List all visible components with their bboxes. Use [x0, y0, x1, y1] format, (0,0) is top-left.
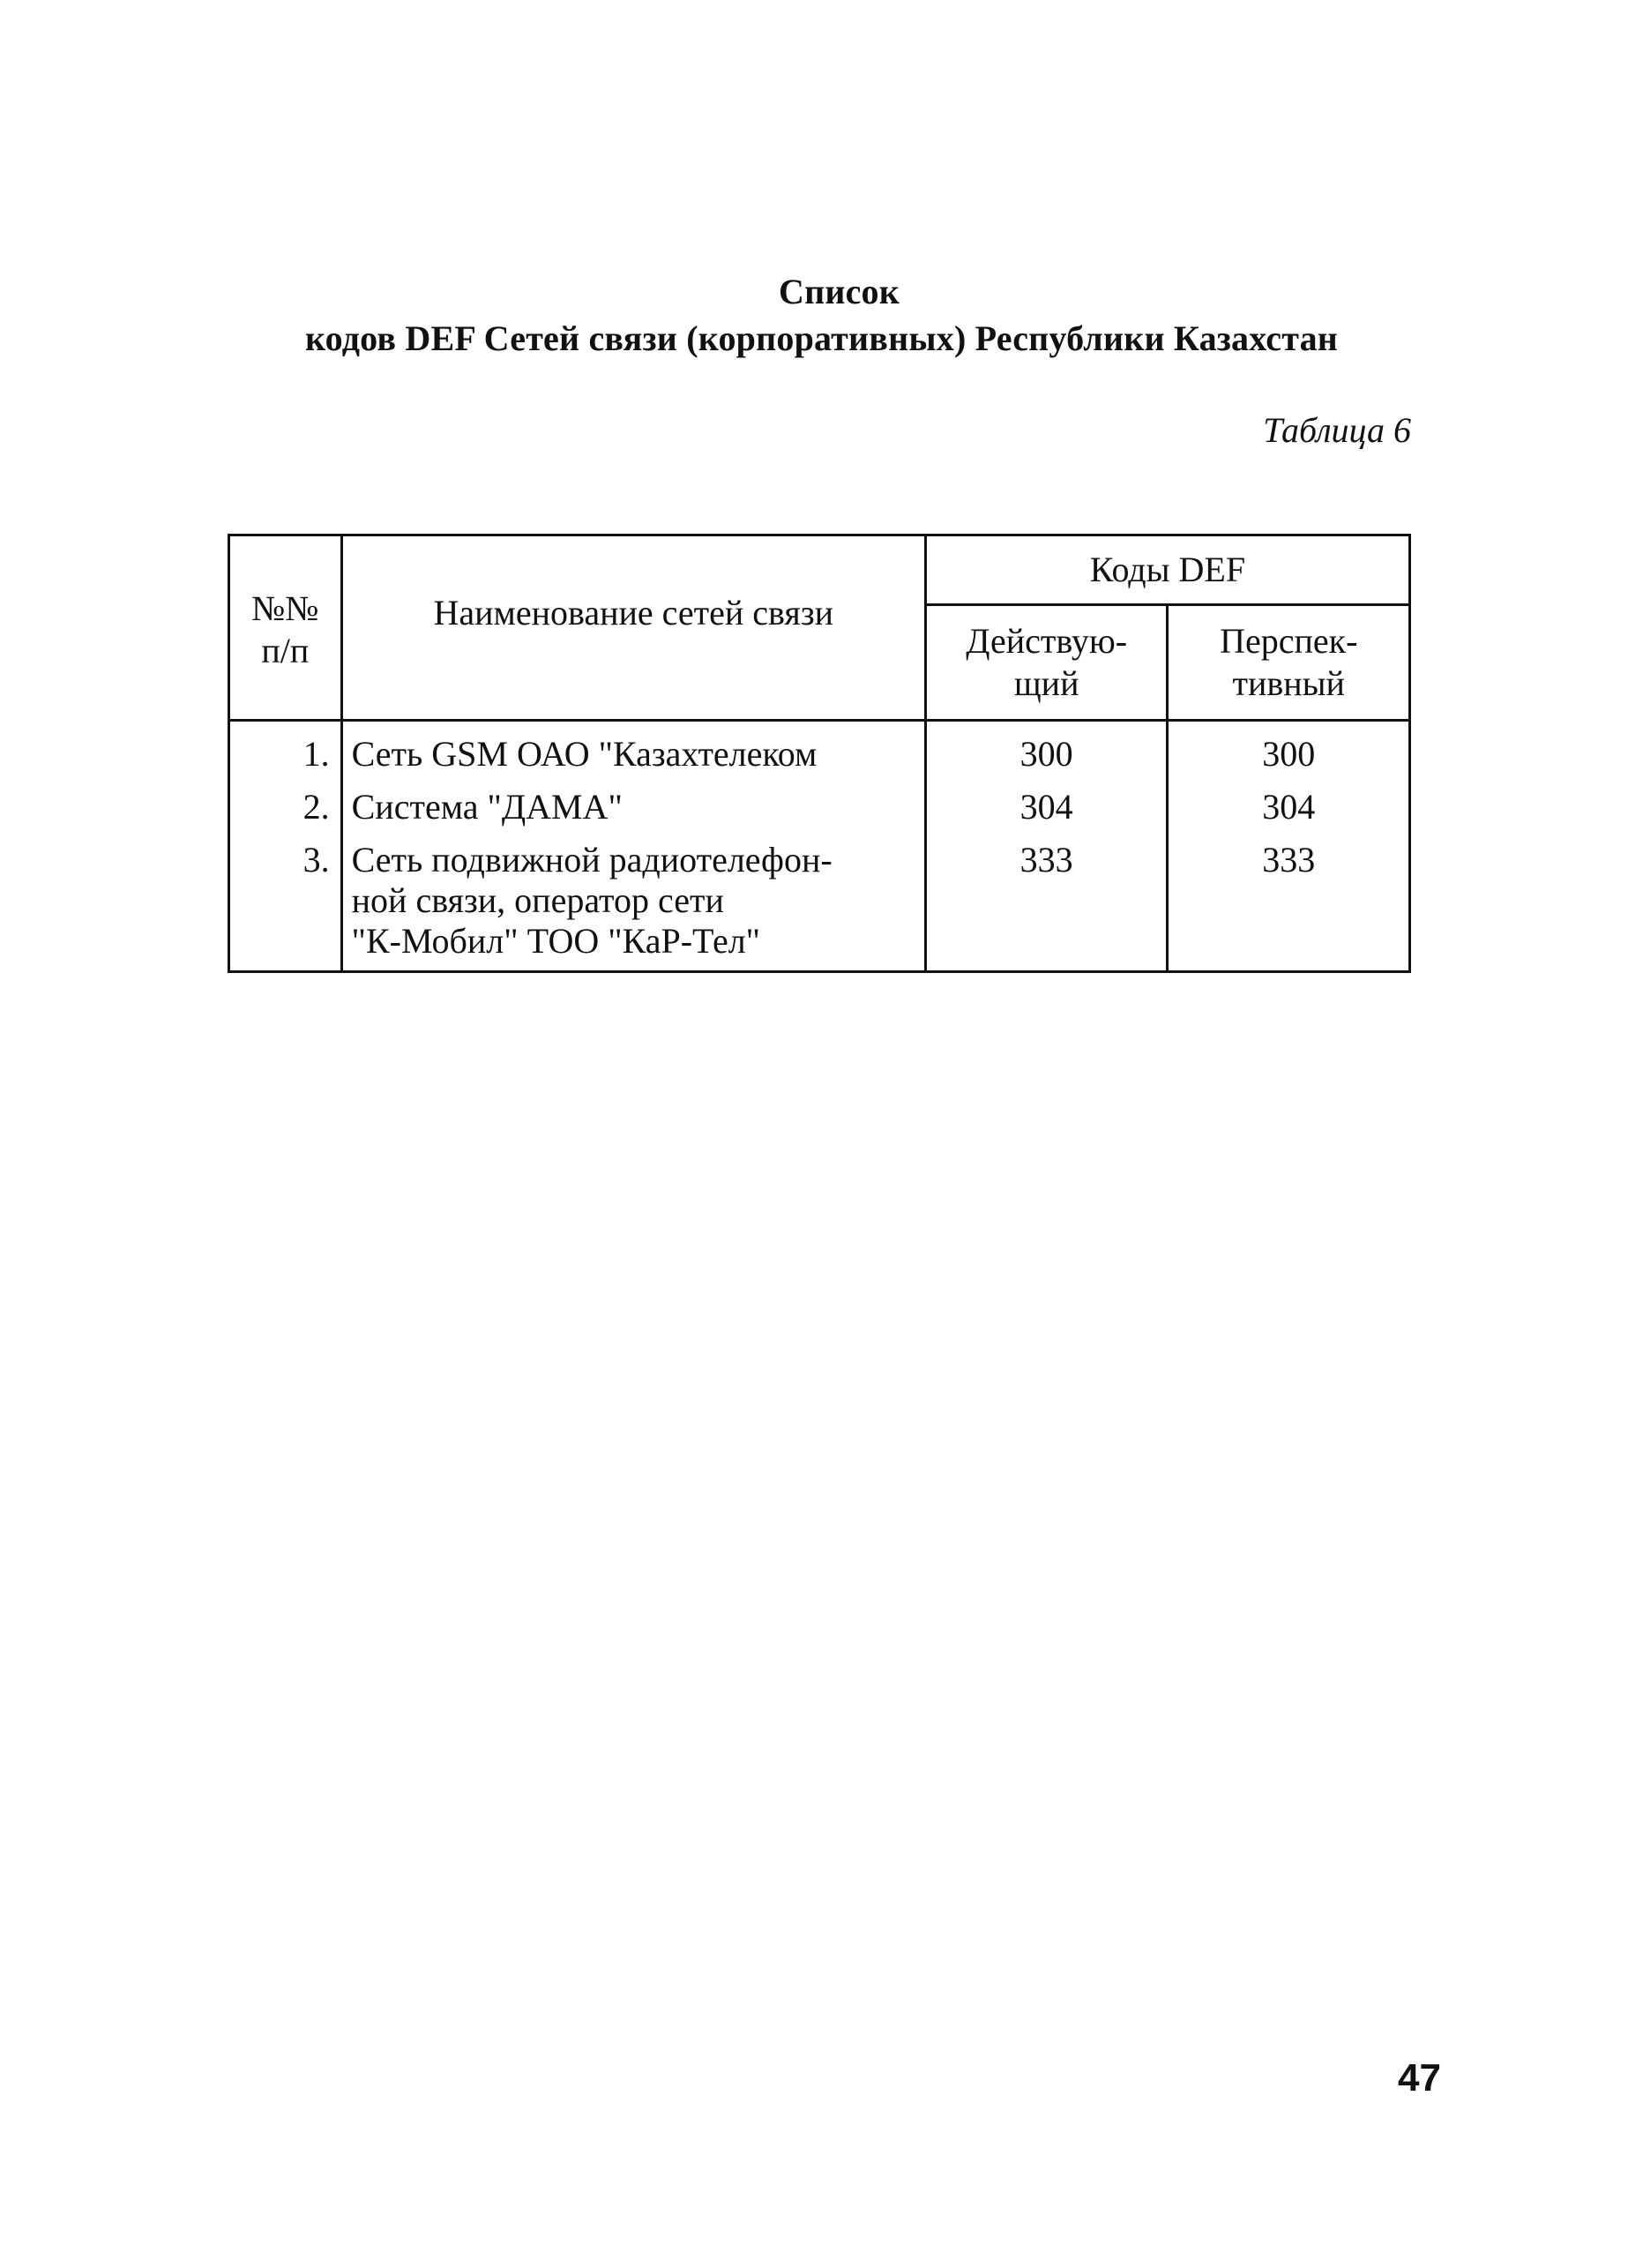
row-network-name — [341, 721, 925, 775]
def-codes-table — [228, 534, 1411, 973]
row-current-code: 304 — [925, 775, 1168, 827]
row-current-code: 300 — [925, 721, 1168, 775]
row-number: 2. — [229, 775, 342, 827]
header-prospective-line-1: Перспек- — [1220, 621, 1358, 661]
header-prospective-line-2: тивный — [1232, 663, 1345, 703]
document-title-line-1: Список — [779, 272, 900, 311]
row-prospective-code: 304 — [1168, 775, 1410, 827]
page-number: 47 — [1398, 2056, 1441, 2100]
row-network-name — [341, 775, 925, 827]
header-current-line-2: щий — [1013, 663, 1079, 703]
row-network-name-line: "К-Мобил" ТОО "КаР-Тел" — [351, 921, 761, 961]
table-row — [229, 827, 1410, 972]
row-current-code: 333 — [925, 827, 1168, 972]
header-number-line-1: №№ — [251, 588, 319, 628]
row-network-name-line: Сеть GSM ОАО "Казахтелеком — [351, 734, 818, 774]
table-row — [229, 775, 1410, 827]
row-network-name-line: ной связи, оператор сети — [351, 880, 724, 920]
row-prospective-code: 300 — [1168, 721, 1410, 775]
header-number-line-2: п/п — [261, 631, 310, 670]
row-network-name-line: Сеть подвижной радиотелефон- — [351, 840, 833, 880]
header-def-codes: Коды DEF — [925, 535, 1409, 605]
header-number — [229, 535, 342, 721]
header-current-line-1: Действую- — [966, 621, 1128, 661]
row-network-name-line: Система "ДАМА" — [351, 787, 623, 827]
row-number: 3. — [229, 827, 342, 972]
header-current-code — [925, 605, 1168, 721]
row-network-name — [341, 827, 925, 972]
document-title-line-2: кодов DEF Сетей связи (корпоративных) Республики Казахстан — [304, 318, 1339, 358]
header-network-name: Наименование сетей связи — [341, 535, 925, 721]
table-row — [229, 721, 1410, 775]
table-caption: Таблица 6 — [1263, 410, 1411, 450]
row-number: 1. — [229, 721, 342, 775]
row-prospective-code: 333 — [1168, 827, 1410, 972]
header-prospective-code — [1168, 605, 1410, 721]
